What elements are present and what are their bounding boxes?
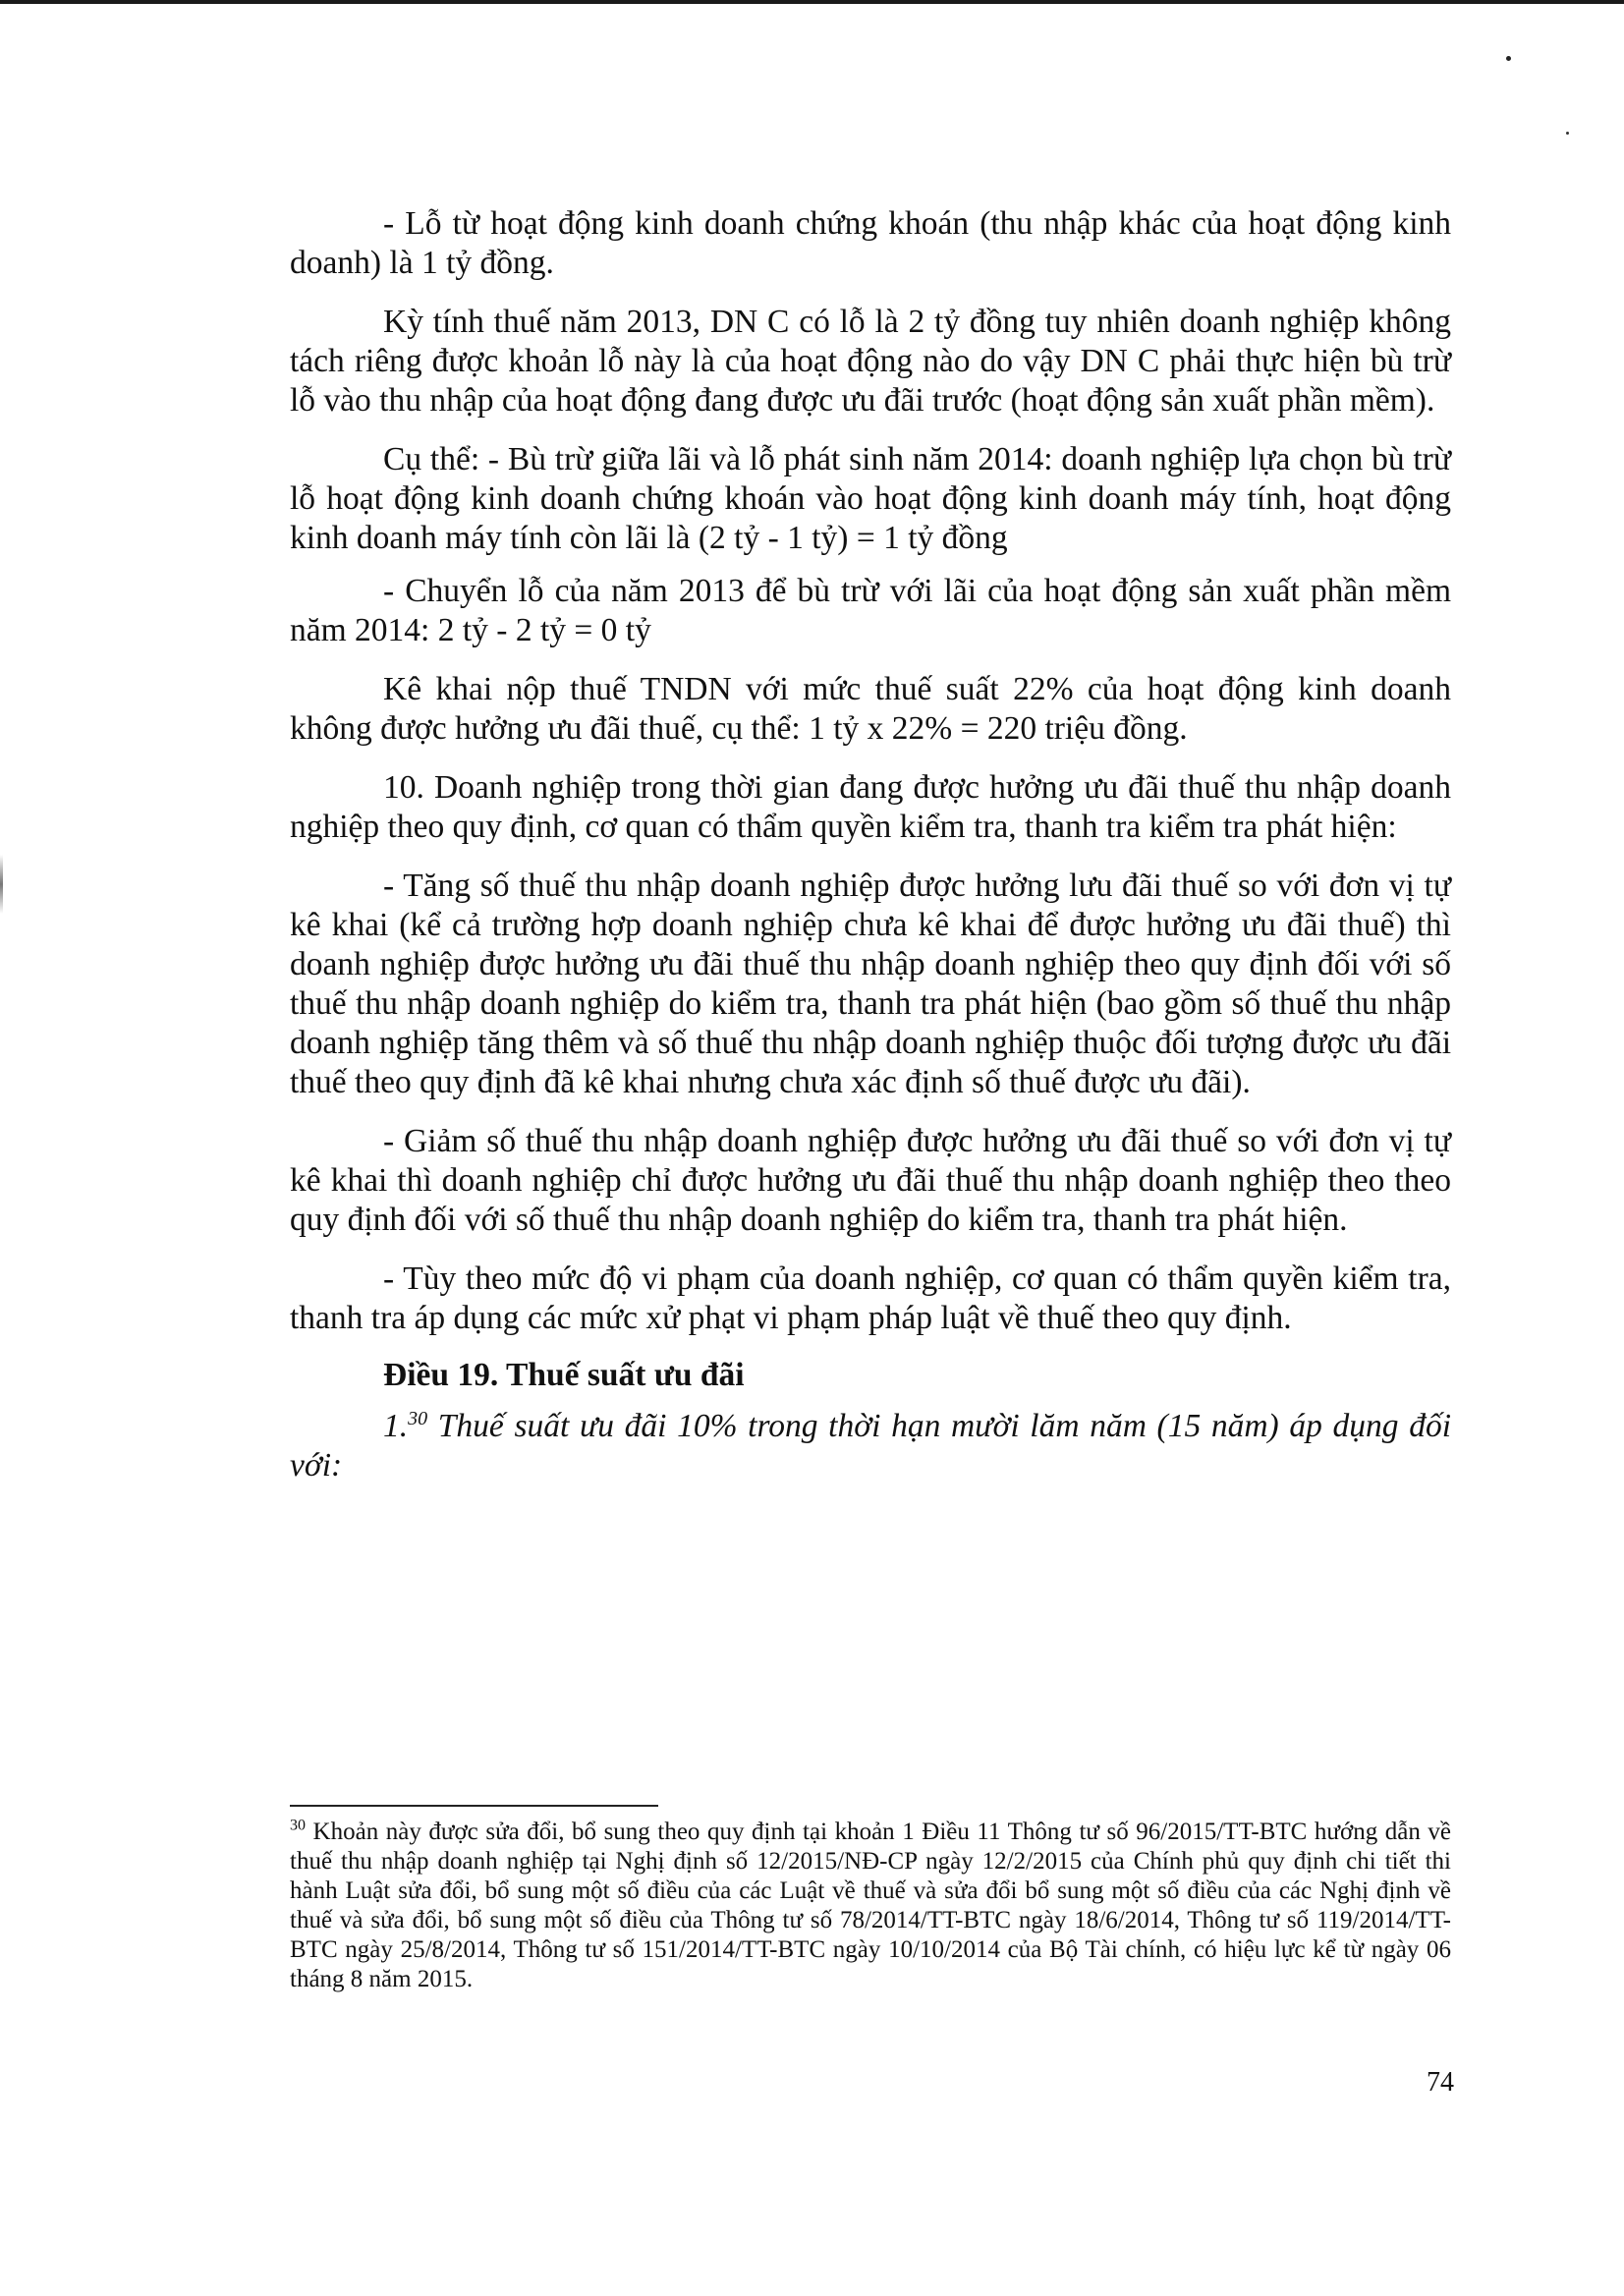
footnote-marker: 30 [290,1817,306,1834]
footnote-reference[interactable]: 30 [408,1407,428,1429]
paragraph-decrease: - Giảm số thuế thu nhập doanh nghiệp được hưởng ưu đãi thuế so với đơn vị tự kê khai thì doanh nghiệp chỉ được hưởng ưu đãi thuế thu nhập doanh nghiệp theo theo quy định đối với số thuế thu nhập doanh nghiệp do kiểm tra, thanh tra phát hiện. [290,1123,1451,1238]
scan-speck [1566,132,1569,135]
page-body [290,204,1451,1485]
paragraph-securities-loss: - Lỗ từ hoạt động kinh doanh chứng khoán (thu nhập khác của hoạt động kinh doanh) là 1 tỷ đồng. [290,205,1451,281]
paragraph-offset-2014: Cụ thể: - Bù trừ giữa lãi và lỗ phát sinh năm 2014: doanh nghiệp lựa chọn bù trừ lỗ hoạt động kinh doanh chứng khoán vào hoạt động kinh doanh máy tính, hoạt động kinh doanh máy tính còn lãi là (2 tỷ - 1 tỷ) = 1 tỷ đồng [290,441,1451,556]
paragraph-declaration: Kê khai nộp thuế TNDN với mức thuế suất 22% của hoạt động kinh doanh không được hưởng ưu đãi thuế, cụ thể: 1 tỷ x 22% = 220 triệu đồng. [290,671,1451,747]
clause-1 [290,1407,1451,1485]
page-number: 74 [1427,2067,1454,2098]
scan-left-edge-mark [0,855,3,914]
article-19-heading: Điều 19. Thuế suất ưu đãi [383,1357,745,1393]
paragraph-penalty: - Tùy theo mức độ vi phạm của doanh nghiệp, cơ quan có thẩm quyền kiểm tra, thanh tra áp dụng các mức xử phạt vi phạm pháp luật về thuế theo quy định. [290,1260,1451,1336]
paragraph-carry-forward: - Chuyển lỗ của năm 2013 để bù trừ với lãi của hoạt động sản xuất phần mềm năm 2014: 2 tỷ - 2 tỷ = 0 tỷ [290,573,1451,648]
footnote-30 [290,1818,1451,1994]
clause-number: 1. [383,1408,409,1444]
scan-speck [1506,56,1511,61]
footnote-separator [290,1805,658,1807]
footnote-text: Khoản này được sửa đổi, bổ sung theo quy định tại khoản 1 Điều 11 Thông tư số 96/2015/TT-BTC hướng dẫn về thuế thu nhập doanh nghiệp tại Nghị định số 12/2015/NĐ-CP ngày 12/2/2015 của Chính phủ quy định chi tiết thi hành Luật sửa đổi, bổ sung một số điều của các Luật về thuế và sửa đổi bổ sung một số điều của các Nghị định về thuế và sửa đổi, bổ sung một số điều của Thông tư số 78/2014/TT-BTC ngày 18/6/2014, Thông tư số 119/2014/TT-BTC ngày 25/8/2014, Thông tư số 151/2014/TT-BTC ngày 10/10/2014 của Bộ Tài chính, có hiệu lực kể từ ngày 06 tháng 8 năm 2015. [290,1819,1451,1992]
scan-top-border [0,0,1624,4]
paragraph-increase: - Tăng số thuế thu nhập doanh nghiệp được hưởng lưu đãi thuế so với đơn vị tự kê khai (kể cả trường hợp doanh nghiệp chưa kê khai để được hưởng ưu đãi thuế) thì doanh nghiệp được hưởng ưu đãi thuế thu nhập doanh nghiệp theo quy định đối với số thuế thu nhập doanh nghiệp do kiểm tra, thanh tra phát hiện (bao gồm số thuế thu nhập doanh nghiệp tăng thêm và số thuế thu nhập doanh nghiệp thuộc đối tượng được ưu đãi thuế theo quy định đã kê khai nhưng chưa xác định số thuế được ưu đãi). [290,868,1451,1100]
paragraph-item-10: 10. Doanh nghiệp trong thời gian đang được hưởng ưu đãi thuế thu nhập doanh nghiệp theo quy định, cơ quan có thẩm quyền kiểm tra, thanh tra kiểm tra phát hiện: [290,769,1451,845]
clause-text: Thuế suất ưu đãi 10% trong thời hạn mười lăm năm (15 năm) áp dụng đối với: [290,1408,1451,1484]
paragraph-tax-period-2013: Kỳ tính thuế năm 2013, DN C có lỗ là 2 tỷ đồng tuy nhiên doanh nghiệp không tách riêng được khoản lỗ này là của hoạt động nào do vậy DN C phải thực hiện bù trừ lỗ vào thu nhập của hoạt động đang được ưu đãi trước (hoạt động sản xuất phần mềm). [290,304,1451,419]
